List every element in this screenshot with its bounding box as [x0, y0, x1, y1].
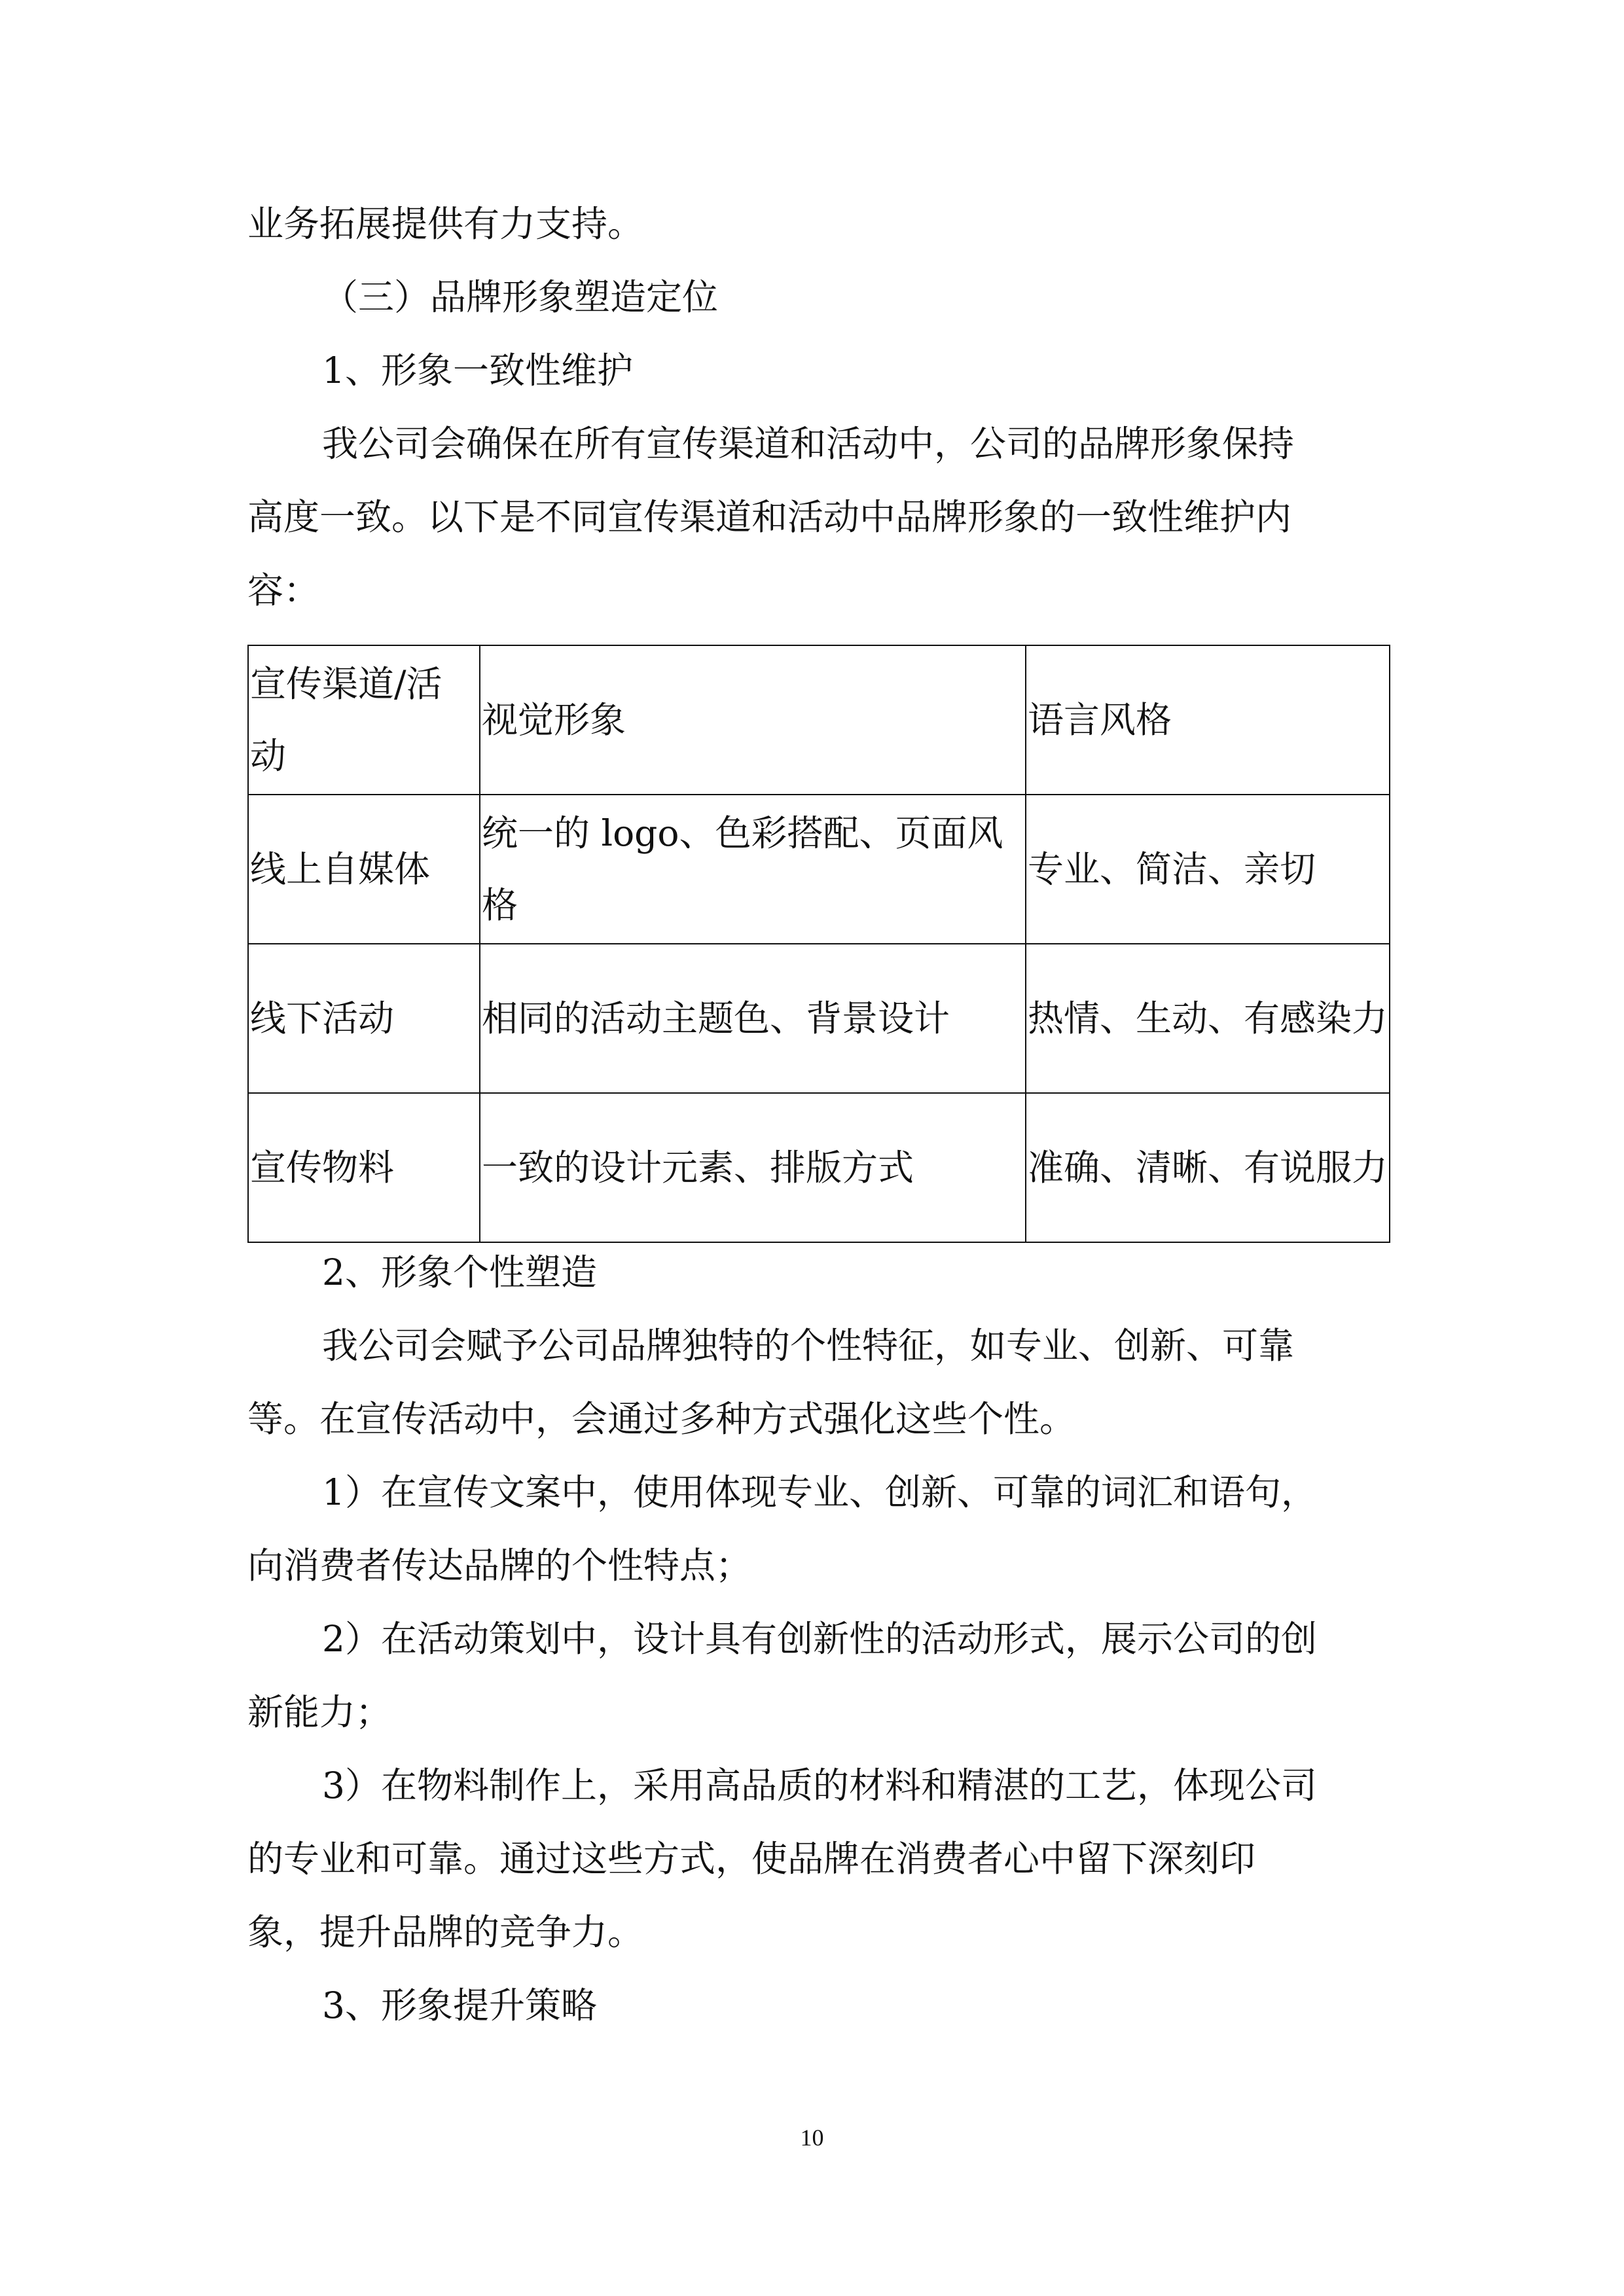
table-header-cell: 语言风格 — [1026, 645, 1390, 795]
paragraph-line: 等。在宣传活动中，会通过多种方式强化这些个性。 — [247, 1398, 1076, 1440]
table-row — [248, 944, 1390, 1093]
table-cell: 线上自媒体 — [248, 795, 480, 944]
table-header-cell: 视觉形象 — [480, 645, 1026, 795]
paragraph-line: 的专业和可靠。通过这些方式，使品牌在消费者心中留下深刻印 — [247, 1838, 1256, 1880]
table-cell: 准确、清晰、有说服力 — [1026, 1093, 1390, 1242]
table-cell: 热情、生动、有感染力 — [1026, 944, 1390, 1093]
page-number: 10 — [800, 2125, 824, 2151]
paragraph-line: 新能力； — [247, 1691, 392, 1733]
subsection-heading: 1、形象一致性维护 — [322, 350, 633, 391]
paragraph-line: 高度一致。以下是不同宣传渠道和活动中品牌形象的一致性维护内 — [247, 496, 1292, 538]
table-cell: 专业、简洁、亲切 — [1026, 795, 1390, 944]
table-row — [248, 1093, 1390, 1242]
list-item: 2）在活动策划中，设计具有创新性的活动形式，展示公司的创 — [322, 1618, 1317, 1660]
subsection-heading: 3、形象提升策略 — [322, 1984, 597, 2026]
table-header-cell: 宣传渠道/活动 — [248, 645, 480, 795]
subsection-heading: 2、形象个性塑造 — [322, 1251, 597, 1293]
paragraph-line: 容： — [247, 569, 320, 611]
table-header-row — [248, 645, 1390, 795]
table-cell: 宣传物料 — [248, 1093, 480, 1242]
table-cell: 相同的活动主题色、背景设计 — [480, 944, 1026, 1093]
section-heading: （三）品牌形象塑造定位 — [322, 276, 719, 318]
paragraph-line: 象，提升品牌的竞争力。 — [247, 1911, 644, 1953]
table-cell: 一致的设计元素、排版方式 — [480, 1093, 1026, 1242]
table-cell: 统一的 logo、色彩搭配、页面风格 — [480, 795, 1026, 944]
brand-consistency-table — [247, 645, 1390, 1243]
list-item: 3）在物料制作上，采用高品质的材料和精湛的工艺，体现公司 — [322, 1765, 1317, 1806]
table-row — [248, 795, 1390, 944]
list-item: 1）在宣传文案中，使用体现专业、创新、可靠的词汇和语句， — [322, 1471, 1317, 1513]
paragraph-line: 业务拓展提供有力支持。 — [247, 203, 644, 245]
paragraph-line: 我公司会确保在所有宣传渠道和活动中，公司的品牌形象保持 — [322, 423, 1295, 465]
paragraph-line: 我公司会赋予公司品牌独特的个性特征，如专业、创新、可靠 — [322, 1325, 1295, 1367]
table-cell: 线下活动 — [248, 944, 480, 1093]
paragraph-line: 向消费者传达品牌的个性特点； — [247, 1545, 752, 1587]
